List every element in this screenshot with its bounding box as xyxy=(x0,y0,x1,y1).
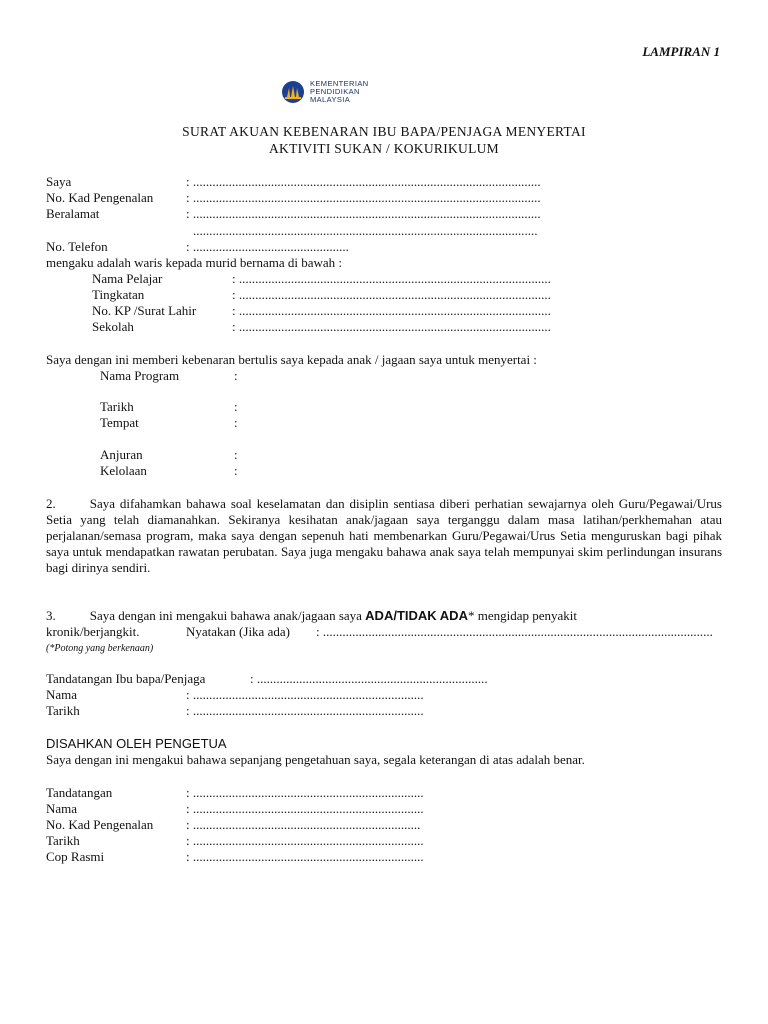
paragraph-3-line1: 3. Saya dengan ini mengakui bahawa anak/jagaan saya ADA/TIDAK ADA* mengidap penyakit xyxy=(46,608,577,623)
principal-label-tarikh: Tarikh xyxy=(46,833,80,848)
field-kp-pelajar-blank[interactable]: : ................................................................................................ xyxy=(232,303,551,318)
field-kp-blank[interactable]: : ........................................................................................................... xyxy=(186,190,541,205)
field-label-kp-pelajar: No. KP /Surat Lahir xyxy=(92,303,197,318)
field-label-tingkatan: Tingkatan xyxy=(92,287,145,302)
field-sekolah-blank[interactable]: : ................................................................................................ xyxy=(232,319,551,334)
field-alamat-blank-cont[interactable]: .......................................................................................................... xyxy=(193,223,538,238)
paragraph-3-line2-a: kronik/berjangkit. xyxy=(46,624,140,639)
field-anjuran-colon[interactable]: : xyxy=(234,447,238,462)
principal-kp-blank[interactable]: : ...................................................................... xyxy=(186,817,421,832)
principal-label-cop: Cop Rasmi xyxy=(46,849,105,864)
field-label-tempat: Tempat xyxy=(100,415,139,430)
principal-statement: Saya dengan ini mengakui bahawa sepanjang pengetahuan saya, segala keterangan di atas adalah benar. xyxy=(46,752,585,767)
footnote-potong: (*Potong yang berkenaan) xyxy=(46,643,154,654)
field-tarikh-program-colon[interactable]: : xyxy=(234,399,238,414)
principal-tarikh-blank[interactable]: : ....................................................................... xyxy=(186,833,424,848)
field-tempat-colon[interactable]: : xyxy=(234,415,238,430)
field-label-kp: No. Kad Pengenalan xyxy=(46,190,154,205)
field-label-tarikh-program: Tarikh xyxy=(100,399,134,414)
field-saya-blank[interactable]: : ........................................................................................................... xyxy=(186,174,541,189)
ministry-logo xyxy=(280,78,402,106)
field-tingkatan-blank[interactable]: : ................................................................................................ xyxy=(232,287,551,302)
sign-nama-blank[interactable]: : ....................................................................... xyxy=(186,687,424,702)
paragraph-2 xyxy=(46,496,722,576)
principal-label-tandatangan: Tandatangan xyxy=(46,785,113,800)
waris-statement: mengaku adalah waris kepada murid bernama di bawah : xyxy=(46,255,342,270)
ministry-name: KEMENTERIAN PENDIDIKAN MALAYSIA xyxy=(310,79,369,104)
field-alamat-blank[interactable]: : ........................................................................................................... xyxy=(186,206,541,221)
field-label-alamat: Beralamat xyxy=(46,206,100,221)
form-title-line2: AKTIVITI SUKAN / KOKURIKULUM xyxy=(268,141,499,156)
field-nama-pelajar-blank[interactable]: : ................................................................................................ xyxy=(232,271,551,286)
principal-label-nama: Nama xyxy=(46,801,78,816)
field-nama-program-colon[interactable]: : xyxy=(234,368,238,383)
field-label-nama-program: Nama Program xyxy=(100,368,180,383)
field-label-nama-pelajar: Nama Pelajar xyxy=(92,271,163,286)
field-kelolaan-colon[interactable]: : xyxy=(234,463,238,478)
field-label-saya: Saya xyxy=(46,174,72,189)
principal-label-kp: No. Kad Pengenalan xyxy=(46,817,154,832)
paragraph-2-text: Saya difahamkan bahawa soal keselamatan dan disiplin sentiasa diberi perhatian sewajarnya oleh Guru/Pegawai/Urus Setia yang telah diamanahkan. Sekiranya kesihatan anak/jagaan saya terganggu dalam masa latihan/perkhemahan atau perjalanan/semasa program, maka saya dengan sepenuh hati membenarkan Guru/Pegawai/Urus Setia menguruskan bagi pihak saya untuk mendapatkan rawatan perubatan. Saya juga mengaku bahawa anak saya telah mempunyai skim perlindungan insurans bagi dirinya sendiri. xyxy=(46,496,722,575)
sign-parent-blank[interactable]: : ....................................................................... xyxy=(250,671,488,686)
field-label-kelolaan: Kelolaan xyxy=(100,463,147,478)
field-label-anjuran: Anjuran xyxy=(100,447,143,462)
appendix-label: LAMPIRAN 1 xyxy=(642,44,720,59)
principal-heading: DISAHKAN OLEH PENGETUA xyxy=(46,736,227,751)
principal-nama-blank[interactable]: : ....................................................................... xyxy=(186,801,424,816)
permission-intro: Saya dengan ini memberi kebenaran bertulis saya kepada anak / jagaan saya untuk menyertai : xyxy=(46,352,537,367)
paragraph-3-line2-b: Nyatakan (Jika ada) xyxy=(186,624,290,639)
sign-label-tarikh: Tarikh xyxy=(46,703,80,718)
principal-tandatangan-blank[interactable]: : ....................................................................... xyxy=(186,785,424,800)
field-telefon-blank[interactable]: : ................................................ xyxy=(186,239,349,254)
field-label-sekolah: Sekolah xyxy=(92,319,134,334)
sign-label-parent: Tandatangan Ibu bapa/Penjaga xyxy=(46,671,206,686)
sign-label-nama: Nama xyxy=(46,687,78,702)
field-label-telefon: No. Telefon xyxy=(46,239,108,254)
ministry-emblem-icon xyxy=(280,80,306,104)
paragraph-2-number: 2. xyxy=(46,496,56,511)
form-title-line1: SURAT AKUAN KEBENARAN IBU BAPA/PENJAGA MENYERTAI xyxy=(182,124,586,139)
field-penyakit-blank[interactable]: : ........................................................................................................................ xyxy=(316,624,713,639)
principal-cop-blank[interactable]: : ....................................................................... xyxy=(186,849,424,864)
paragraph-3-number: 3. xyxy=(46,608,56,623)
ada-tidak-ada-option[interactable]: ADA/TIDAK ADA xyxy=(365,608,468,623)
sign-tarikh-blank[interactable]: : ....................................................................... xyxy=(186,703,424,718)
